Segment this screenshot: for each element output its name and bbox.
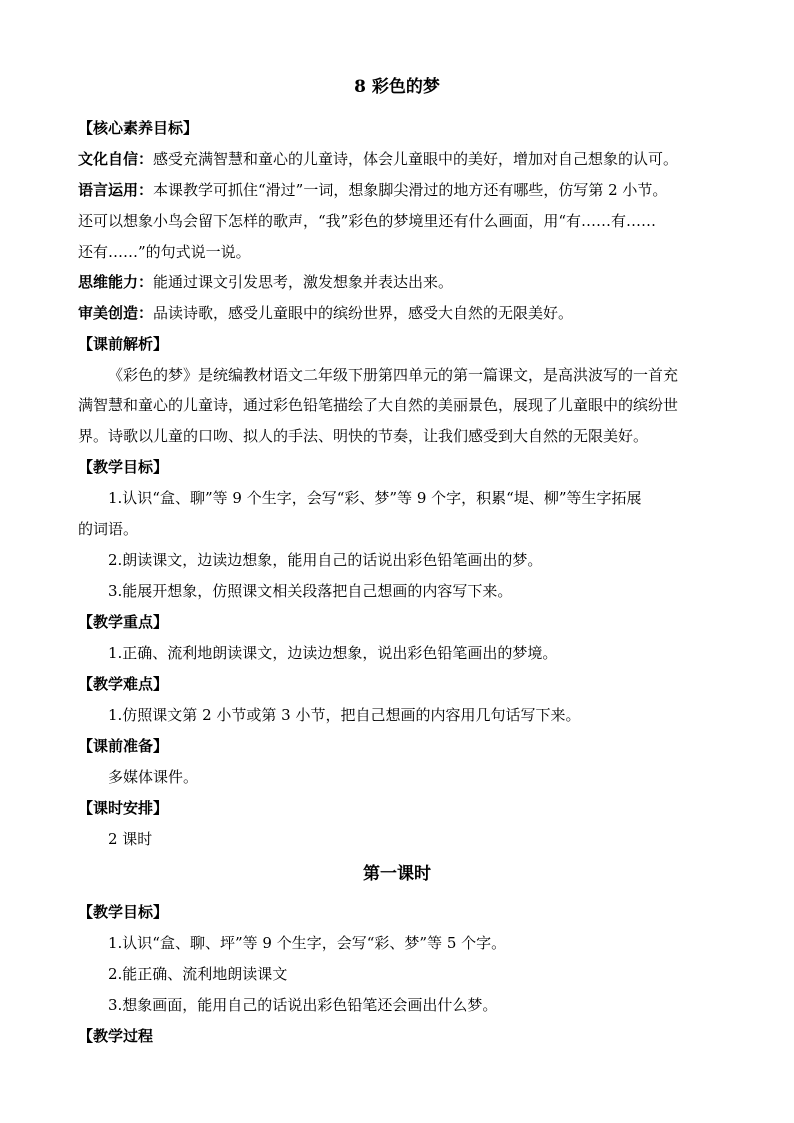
language-text-line2: 还可以想象小鸟会留下怎样的歌声，“我”彩色的梦境里还有什么画面，用“有……有…… — [78, 212, 657, 230]
teaching-goal-1-line2: 的词语。 — [78, 520, 139, 538]
process-heading: 【教学过程 — [78, 1027, 154, 1045]
first-lesson-goal-1: 1.认识“盒、聊、坪”等 9 个生字，会写“彩、梦”等 5 个字。 — [108, 934, 507, 952]
thinking-label: 思维能力： — [78, 273, 154, 291]
language-label: 语言运用： — [78, 181, 154, 199]
teaching-goal-2: 2.朗读课文，边读边想象，能用自己的话说出彩色铅笔画出的梦。 — [108, 551, 543, 569]
analysis-line3: 界。诗歌以儿童的口吻、拟人的手法、明快的节奏，让我们感受到大自然的无限美好。 — [78, 427, 649, 445]
core-goals-heading: 【核心素养目标】 — [78, 119, 199, 137]
teaching-goal-1-line1: 1.认识“盒、聊”等 9 个生字，会写“彩、梦”等 9 个字，积累“堤、柳”等生字拓展 — [108, 489, 642, 507]
first-lesson-goals-heading: 【教学目标】 — [78, 903, 169, 921]
culture-text: 感受充满智慧和童心的儿童诗，体会儿童眼中的美好，增加对自己想象的认可。 — [153, 150, 679, 168]
first-lesson-goal-2: 2.能正确、流利地朗读课文 — [108, 965, 288, 983]
schedule-heading: 【课时安排】 — [78, 799, 169, 817]
aesthetic-goal — [78, 301, 720, 325]
aesthetic-label: 审美创造： — [78, 304, 154, 322]
first-lesson-goal-3: 3.想象画面，能用自己的话说出彩色铅笔还会画出什么梦。 — [108, 996, 498, 1014]
culture-goal — [78, 147, 720, 171]
difficulty-1: 1.仿照课文第 2 小节或第 3 小节，把自己想画的内容用几句话写下来。 — [108, 706, 581, 724]
thinking-goal — [78, 270, 720, 294]
analysis-line2: 满智慧和童心的儿童诗，通过彩色铅笔描绘了大自然的美丽景色，展现了儿童眼中的缤纷世 — [78, 396, 679, 414]
first-lesson-title: 第一课时 — [363, 864, 431, 884]
culture-label: 文化自信： — [78, 150, 154, 168]
analysis-heading: 【课前解析】 — [78, 335, 169, 353]
key-point-1: 1.正确、流利地朗读课文，边读边想象，说出彩色铅笔画出的梦境。 — [108, 644, 558, 662]
difficulties-heading: 【教学难点】 — [78, 675, 169, 693]
teaching-goal-3: 3.能展开想象，仿照课文相关段落把自己想画的内容写下来。 — [108, 582, 513, 600]
preparation-heading: 【课前准备】 — [78, 737, 169, 755]
teaching-goals-heading: 【教学目标】 — [78, 458, 169, 476]
preparation-text: 多媒体课件。 — [108, 768, 199, 786]
language-text-line1: 本课教学可抓住“滑过”一词，想象脚尖滑过的地方还有哪些，仿写第 2 小节。 — [153, 181, 668, 199]
language-goal-line1 — [78, 178, 720, 202]
thinking-text: 能通过课文引发思考，激发想象并表达出来。 — [153, 273, 454, 291]
schedule-text: 2 课时 — [108, 830, 153, 848]
language-text-line3: 还有……”的句式说一说。 — [78, 243, 251, 261]
lesson-title: 8 彩色的梦 — [354, 77, 440, 97]
key-points-heading: 【教学重点】 — [78, 613, 169, 631]
analysis-line1: 《彩色的梦》是统编教材语文二年级下册第四单元的第一篇课文，是高洪波写的一首充 — [108, 366, 679, 384]
aesthetic-text: 品读诗歌，感受儿童眼中的缤纷世界，感受大自然的无限美好。 — [153, 304, 574, 322]
